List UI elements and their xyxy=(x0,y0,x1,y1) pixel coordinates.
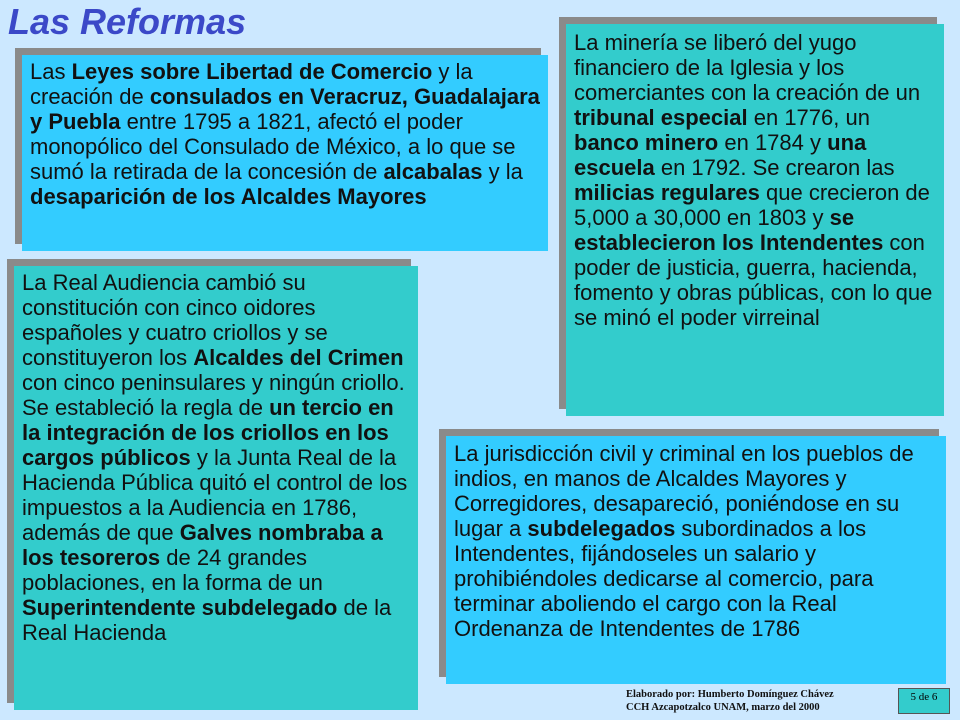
text: y la xyxy=(482,159,523,184)
text: La Real Audiencia cambió su constitución con cinco oidores españoles y cuatro criollos y se constituyeron los xyxy=(22,270,328,370)
bold-text: tribunal especial xyxy=(574,105,748,130)
bold-text: Leyes sobre Libertad de Comercio xyxy=(71,59,433,84)
bold-text: Alcaldes del Crimen xyxy=(193,345,404,370)
panel-comercio xyxy=(22,55,548,251)
bold-text: consulados en Veracruz, Guadalajara y Puebla xyxy=(30,84,540,134)
text: de 24 grandes poblaciones, en la forma de un xyxy=(22,545,323,595)
text: y la Junta Real de la Hacienda Pública quitó el control de los impuestos a la Audiencia en 1786, además de que xyxy=(22,445,408,545)
text: La minería se liberó del yugo financiero de la Iglesia y los comerciantes con la creación de un xyxy=(574,30,921,105)
bold-text: subdelegados xyxy=(527,516,676,541)
bold-text: alcabalas xyxy=(383,159,483,184)
text: en 1792. Se crearon las xyxy=(654,155,895,180)
author-credit xyxy=(626,688,834,714)
bold-text: milicias regulares xyxy=(574,180,760,205)
credit-line-author: Elaborado por: Humberto Domínguez Chávez xyxy=(626,689,834,700)
text: en 1776, un xyxy=(747,105,870,130)
page-indicator: 5 de 6 xyxy=(898,688,950,714)
panel-jurisdiccion xyxy=(446,436,946,684)
bold-text: banco minero xyxy=(574,130,719,155)
text: entre 1795 a 1821, afectó el poder monopólico del Consulado de México, a lo que se sumó la retirada de la concesión de xyxy=(30,109,516,184)
text: La jurisdicción civil y criminal en los pueblos de indios, en manos de Alcaldes Mayores y Corregidores, desapareció, poniéndose en su lugar a xyxy=(454,441,914,541)
text: en 1784 y xyxy=(718,130,828,155)
bold-text: una escuela xyxy=(574,130,867,180)
bold-text: desaparición de los Alcaldes Mayores xyxy=(30,184,427,209)
credit-line-institution: CCH Azcapotzalco UNAM, marzo del 2000 xyxy=(626,702,820,713)
text: con cinco peninsulares y ningún criollo. Se estableció la regla de xyxy=(22,370,405,420)
text: que crecieron de 5,000 a 30,000 en 1803 y xyxy=(574,180,930,230)
text: de la Real Hacienda xyxy=(22,595,392,645)
bold-text: un tercio en la integración de los criollos en los cargos públicos xyxy=(22,395,394,470)
bold-text: Galves nombraba a los tesoreros xyxy=(22,520,383,570)
panel-audiencia xyxy=(14,266,418,710)
bold-text: se establecieron los Intendentes xyxy=(574,205,884,255)
text: y la creación de xyxy=(30,59,473,109)
panel-mineria xyxy=(566,24,944,416)
bold-text: Superintendente subdelegado xyxy=(22,595,338,620)
page-title: Las Reformas xyxy=(8,1,247,42)
text: con poder de justicia, guerra, hacienda, fomento y obras públicas, con lo que se minó el poder virreinal xyxy=(574,230,933,330)
text: subordinados a los Intendentes, fijándoseles un salario y prohibiéndoles dedicarse al comercio, para terminar aboliendo el cargo con la Real Ordenanza de Intendentes de 1786 xyxy=(454,516,874,641)
text: Las xyxy=(30,59,72,84)
